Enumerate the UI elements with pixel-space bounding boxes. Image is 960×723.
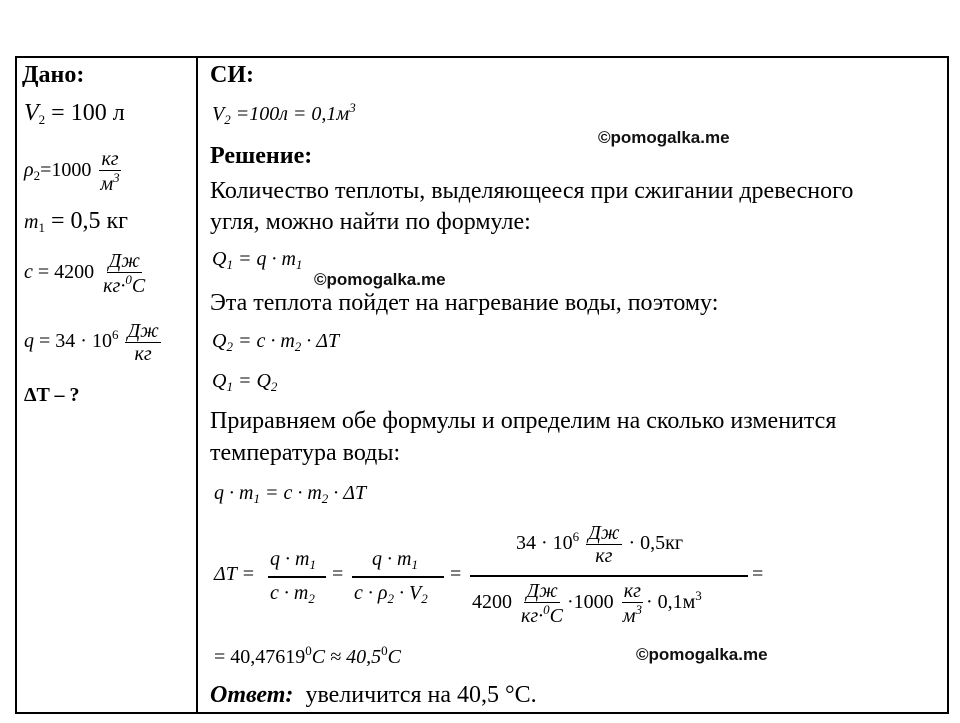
solution-text-5: температура воды:: [210, 440, 401, 466]
big-frac-num: $34 \cdot 10^6$ $\frac{Дж}{кг}$ · 0,5кг: [516, 522, 684, 567]
watermark-2: ©pomogalka.me: [314, 270, 446, 289]
eq-sign-3: =: [752, 563, 764, 585]
frac1-den: $c \cdot m_2$: [270, 582, 315, 606]
frac1-num: $q \cdot m_1$: [270, 548, 316, 572]
big-frac-line: [470, 575, 748, 577]
si-header: СИ:: [210, 62, 254, 88]
answer-line: Ответ: увеличится на 40,5 °С.: [210, 682, 537, 708]
si-v2: $V_2 =100л = 0,1м^3$: [212, 100, 356, 127]
given-q: $q = 34 \cdot 10^6$ $\frac{Дж}{кг}$: [24, 320, 159, 365]
formula-result: = $40,47619^0C \approx 40,5^0C$: [214, 643, 401, 668]
given-header: Дано:: [22, 62, 85, 88]
frac2-den: $c \cdot \rho_2 \cdot V_2$: [354, 582, 428, 606]
solution-text-2: угля, можно найти по формуле:: [210, 209, 531, 235]
eq-sign-1: =: [332, 563, 344, 585]
given-m1: $m_1 = 0,5$ кг: [24, 208, 128, 235]
frac2-num: $q \cdot m_1$: [372, 548, 418, 572]
formula-q1-eq-q2: $Q_1 = Q_2$: [212, 370, 278, 394]
given-rho2: $\rho_2=1000$ $\frac{кг}{м^3}$: [24, 148, 120, 195]
given-find: ΔT – ?: [24, 384, 80, 406]
watermark-3: ©pomogalka.me: [636, 645, 768, 664]
solution-text-3: Эта теплота пойдет на нагревание воды, поэтому:: [210, 290, 719, 316]
solution-header: Решение:: [210, 143, 313, 169]
formula-q2: $Q_2 = c \cdot m_2 \cdot \Delta T$: [212, 330, 340, 354]
formula-equality: $q \cdot m_1 = c \cdot m_2 \cdot \Delta T$: [214, 482, 367, 506]
frac2-line: [352, 576, 444, 578]
column-divider: [196, 56, 198, 714]
watermark-1: ©pomogalka.me: [598, 128, 730, 147]
frac1-line: [268, 576, 326, 578]
given-v2: $V_2 = 100$ л: [24, 100, 125, 127]
solution-text-1: Количество теплоты, выделяющееся при сжигании древесного: [210, 178, 854, 204]
big-frac-den: 4200 $\frac{Дж}{кг\cdot^0C}$ ·1000 $\frac{кг}{м^3}$ · $0,1м^3$: [472, 580, 702, 627]
solution-text-4: Приравняем обе формулы и определим на сколько изменится: [210, 408, 837, 434]
eq-sign-2: =: [450, 563, 462, 585]
formula-delta-t: ΔT =: [214, 563, 255, 585]
formula-q1: $Q_1 = q \cdot m_1$: [212, 248, 303, 272]
given-c: c = 4200 $\frac{Дж}{кг\cdot^0C}$: [24, 250, 146, 297]
